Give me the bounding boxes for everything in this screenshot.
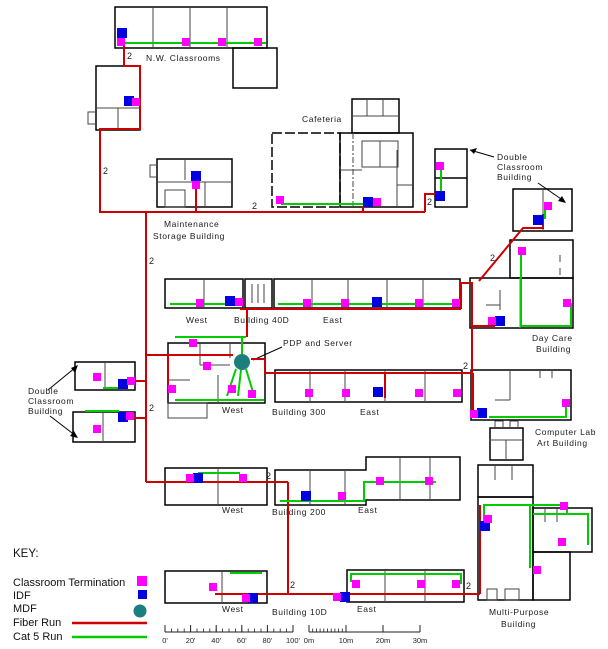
classroom-termination-marker <box>560 502 568 510</box>
arrowhead-icon <box>470 148 477 154</box>
label-pdp-server: PDP and Server <box>283 338 353 348</box>
classroom-termination-marker <box>192 181 200 189</box>
classroom-termination-marker <box>209 583 217 591</box>
key-swatch-classroom-termination <box>137 576 147 586</box>
run-count-label: 2 <box>266 471 272 481</box>
classroom-termination-marker <box>452 299 460 307</box>
run-count-label: 2 <box>463 361 469 371</box>
classroom-termination-marker <box>341 299 349 307</box>
idf-marker <box>372 297 382 307</box>
label-b40d-name: Building 40D <box>234 315 290 325</box>
classroom-termination-marker <box>425 477 433 485</box>
classroom-termination-marker <box>484 515 492 523</box>
idf-marker <box>225 296 235 306</box>
label-double-classroom-w-2: Classroom <box>28 396 75 406</box>
building-multi-purpose <box>478 465 592 600</box>
classroom-termination-marker <box>453 389 461 397</box>
label-b300-east: East <box>360 407 380 417</box>
classroom-termination-marker <box>376 477 384 485</box>
leader-double-classroom-ne-2 <box>538 183 564 201</box>
scale-feet-label: 0' <box>162 636 168 645</box>
key-label-cat-5-run: Cat 5 Run <box>13 631 63 643</box>
scale-feet-label: 20' <box>185 636 196 645</box>
label-b40d-east: East <box>323 315 343 325</box>
label-double-classroom-w-3: Building <box>28 406 64 416</box>
mdf-marker <box>234 354 250 370</box>
scale-feet-label: 100' <box>286 636 300 645</box>
key-label-fiber-run: Fiber Run <box>13 617 62 629</box>
idf-marker <box>191 171 201 181</box>
label-daycare-2: Building <box>536 344 572 354</box>
classroom-termination-marker <box>228 385 236 393</box>
label-double-classroom-ne-3: Building <box>497 172 533 182</box>
key-heading: KEY: <box>13 548 39 560</box>
label-double-classroom-w-1: Double <box>28 386 59 396</box>
idf-marker <box>118 379 128 389</box>
key-label-classroom-termination: Classroom Termination <box>13 577 126 589</box>
classroom-termination-marker <box>189 339 197 347</box>
classroom-termination-marker <box>415 299 423 307</box>
classroom-termination-marker <box>242 594 250 602</box>
cat5-run-segment <box>521 253 571 326</box>
key-label-mdf: MDF <box>13 603 37 615</box>
idf-marker <box>495 316 505 326</box>
idf-marker <box>363 197 373 207</box>
label-b300-west: West <box>222 405 244 415</box>
classroom-termination-marker <box>126 412 134 420</box>
label-daycare-1: Day Care <box>532 333 573 343</box>
classroom-termination-marker <box>235 298 243 306</box>
idf-marker <box>340 592 350 602</box>
classroom-termination-marker <box>518 247 526 255</box>
cat5-runs <box>85 43 588 584</box>
classroom-termination-marker <box>558 538 566 546</box>
classroom-termination-marker <box>470 410 478 418</box>
classroom-termination-marker <box>415 389 423 397</box>
idf-marker <box>477 408 487 418</box>
classroom-termination-marker <box>218 38 226 46</box>
label-double-classroom-ne-2: Classroom <box>497 162 544 172</box>
classroom-termination-marker <box>276 196 284 204</box>
leader-double-classroom-w-2 <box>50 416 76 436</box>
labels <box>28 53 596 629</box>
classroom-termination-marker <box>333 593 341 601</box>
scale-feet-label: 80' <box>262 636 273 645</box>
building-300-east <box>275 370 462 402</box>
run-count-label: 2 <box>427 197 433 207</box>
run-count-label: 2 <box>466 581 472 591</box>
scale-feet-label: 40' <box>211 636 222 645</box>
classroom-termination-marker <box>338 492 346 500</box>
run-count-label: 2 <box>103 166 109 176</box>
classroom-termination-marker <box>436 162 444 170</box>
classroom-termination-marker <box>93 373 101 381</box>
label-cafeteria: Cafeteria <box>302 114 342 124</box>
cat5-run-segment <box>246 369 253 392</box>
classroom-termination-marker <box>417 580 425 588</box>
cat5-run-segment <box>351 574 461 584</box>
key-swatch-mdf <box>134 605 147 618</box>
label-complab-1: Computer Lab <box>535 427 597 437</box>
classroom-termination-marker <box>182 38 190 46</box>
label-double-classroom-ne-1: Double <box>497 152 528 162</box>
scale-bar <box>162 625 427 645</box>
classroom-termination-marker <box>93 425 101 433</box>
classroom-termination-marker <box>562 399 570 407</box>
scale-meters-label: 30m <box>412 636 428 645</box>
key-legend <box>13 548 147 643</box>
label-b200-name: Building 200 <box>272 507 326 517</box>
run-count-label: 2 <box>490 253 496 263</box>
classroom-termination-marker <box>196 299 204 307</box>
classroom-termination-marker <box>544 202 552 210</box>
idf-marker <box>533 215 543 225</box>
run-count-label: 2 <box>149 256 155 266</box>
label-maintenance-1: Maintenance <box>164 219 220 229</box>
key-swatch-idf <box>138 590 147 599</box>
classroom-termination-marker <box>305 389 313 397</box>
label-b10d-east: East <box>357 604 377 614</box>
arrowhead-icon <box>558 196 566 203</box>
building-art <box>490 421 523 460</box>
scale-meters-label: 10m <box>338 636 354 645</box>
classroom-termination-marker <box>303 299 311 307</box>
label-b40d-west: West <box>186 315 208 325</box>
idf-marker <box>193 473 203 483</box>
fiber-run-segment <box>100 44 140 213</box>
label-b10d-name: Building 10D <box>272 607 328 617</box>
classroom-termination-marker <box>488 317 496 325</box>
label-complab-2: Art Building <box>537 438 588 448</box>
classroom-termination-marker <box>203 362 211 370</box>
classroom-termination-marker <box>563 299 571 307</box>
idf-marker <box>301 491 311 501</box>
classroom-termination-marker <box>373 198 381 206</box>
classroom-termination-marker <box>254 38 262 46</box>
label-nw-classrooms: N.W. Classrooms <box>146 53 221 63</box>
classroom-termination-marker <box>239 474 247 482</box>
building-maintenance-storage <box>150 159 232 207</box>
label-multipurpose-2: Building <box>501 619 537 629</box>
classroom-termination-marker <box>452 580 460 588</box>
classroom-termination-marker <box>342 389 350 397</box>
label-b10d-west: West <box>222 604 244 614</box>
classroom-termination-marker <box>248 390 256 398</box>
key-label-idf: IDF <box>13 590 31 602</box>
classroom-termination-marker <box>117 38 125 46</box>
idf-marker <box>435 191 445 201</box>
classroom-termination-marker <box>168 385 176 393</box>
label-b300-name: Building 300 <box>272 407 326 417</box>
label-b200-east: East <box>358 505 378 515</box>
label-b200-west: West <box>222 505 244 515</box>
run-count-label: 2 <box>127 51 133 61</box>
cat5-run-segment <box>489 400 566 417</box>
classroom-termination-marker <box>127 377 135 385</box>
idf-marker <box>117 28 127 38</box>
cat5-run-segment <box>238 370 241 396</box>
idf-marker <box>373 387 383 397</box>
run-count-label: 2 <box>290 580 296 590</box>
label-maintenance-2: Storage Building <box>153 231 225 241</box>
scale-meters-label: 0m <box>303 636 315 645</box>
run-count-label: 2 <box>149 403 155 413</box>
classroom-termination-marker <box>352 580 360 588</box>
fiber-run-segment <box>251 359 265 373</box>
building-cafeteria <box>272 99 413 207</box>
run-count-label: 2 <box>252 201 258 211</box>
scale-feet-label: 60' <box>236 636 247 645</box>
scale-meters-label: 20m <box>375 636 391 645</box>
classroom-termination-marker <box>533 566 541 574</box>
classroom-termination-marker <box>186 474 194 482</box>
classroom-termination-marker <box>132 98 140 106</box>
label-multipurpose-1: Multi-Purpose <box>489 607 550 617</box>
